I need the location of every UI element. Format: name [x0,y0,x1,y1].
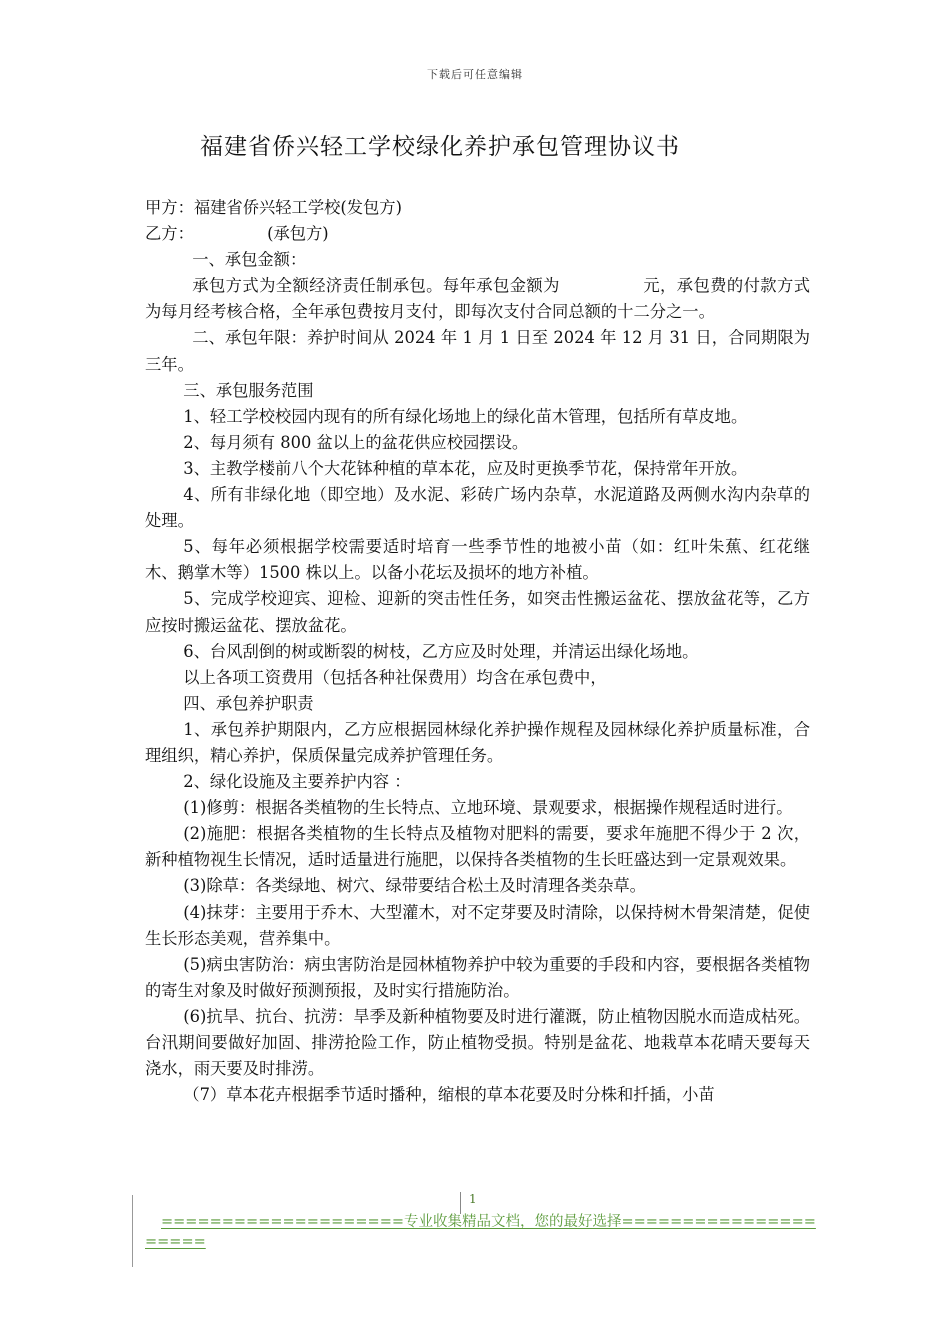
document-title: 福建省侨兴轻工学校绿化养护承包管理协议书 [200,134,680,160]
footer-banner [145,1212,817,1252]
paragraph: 5、完成学校迎宾、迎检、迎新的突击性任务，如突击性搬运盆花、摆放盆花等，乙方应按时搬运盆花、摆放盆花。 [145,589,810,635]
paragraph: 5、每年必须根据学校需要适时培育一些季节性的地被小苗（如：红叶朱蕉、红花继木、鹅掌木等）1500 株以上。以备小花坛及损坏的地方补植。 [145,537,810,583]
paragraph: 甲方：福建省侨兴轻工学校(发包方) [145,198,402,217]
paragraph: 2、绿化设施及主要养护内容 ： [183,772,411,792]
paragraph: 一、承包金额： [192,250,307,270]
paragraph: 以上各项工资费用（包括各种社保费用）均含在承包费中， [183,667,607,687]
paragraph: (5)病虫害防治：病虫害防治是园林植物养护中较为重要的手段和内容，要根据各类植物的寄生对象及时做好预测预报，及时实行措施防治。 [145,954,810,1000]
paragraph: 6、台风刮倒的树或断裂的树枝，乙方应及时处理，并清运出绿化场地。 [183,641,699,661]
page-number: 1 [460,1192,477,1214]
paragraph: 二、承包年限：养护时间从 2024 年 1 月 1 日至 2024 年 12 月 31 日，合同期限为三年。 [145,328,810,374]
paragraph: (4)抹芽：主要用于乔木、大型灌木，对不定芽要及时清除，以保持树木骨架清楚，促使生长形态美观，营养集中。 [145,902,810,948]
margin-rule [132,1195,133,1267]
paragraph: 乙方： (承包方) [145,224,329,244]
header-note: 下载后可任意编辑 [427,68,523,81]
document-body [145,195,810,1108]
paragraph: (2)施肥：根据各类植物的生长特点及植物对肥料的需要，要求年施肥不得少于 2 次，新种植物视生长情况，适时适量进行施肥，以保持各类植物的生长旺盛达到一定景观效果。 [145,824,810,870]
paragraph: 三、承包服务范围 [183,380,314,400]
paragraph: 1、承包养护期限内，乙方应根据园林绿化养护操作规程及园林绿化养护质量标准，合理组织，精心养护，保质保量完成养护管理任务。 [145,719,810,765]
paragraph: (1)修剪：根据各类植物的生长特点、立地环境、景观要求，根据操作规程适时进行。 [183,798,793,818]
paragraph: 1、轻工学校校园内现有的所有绿化场地上的绿化苗木管理，包括所有草皮地。 [183,406,748,426]
paragraph: 2、每月须有 800 盆以上的盆花供应校园摆设。 [183,432,529,452]
paragraph: (6)抗旱、抗台、抗涝：旱季及新种植物要及时进行灌溉，防止植物因脱水而造成枯死。台汛期间要做好加固、排涝抢险工作，防止植物受损。特别是盆花、地栽草本花晴天要每天浇水，雨天要及时排涝。 [145,1006,810,1079]
paragraph: （7）草本花卉根据季节适时播种，缩根的草本花要及时分株和扦插，小苗 [183,1085,715,1105]
paragraph: 四、承包养护职责 [183,693,314,713]
paragraph: 4、所有非绿化地（即空地）及水泥、彩砖广场内杂草，水泥道路及两侧水沟内杂草的处理。 [145,485,810,531]
paragraph: 3、主教学楼前八个大花钵种植的草本花，应及时更换季节花，保持常年开放。 [183,458,748,478]
paragraph: (3)除草：各类绿地、树穴、绿带要结合松土及时清理各类杂草。 [183,876,646,896]
paragraph: 承包方式为全额经济责任制承包。每年承包金额为 元，承包费的付款方式为每月经考核合格，全年承包费按月支付，即每次支付合同总额的十二分之一。 [145,276,810,322]
footer-text: ====================专业收集精品文档，您的最好选择===================== [145,1214,816,1250]
